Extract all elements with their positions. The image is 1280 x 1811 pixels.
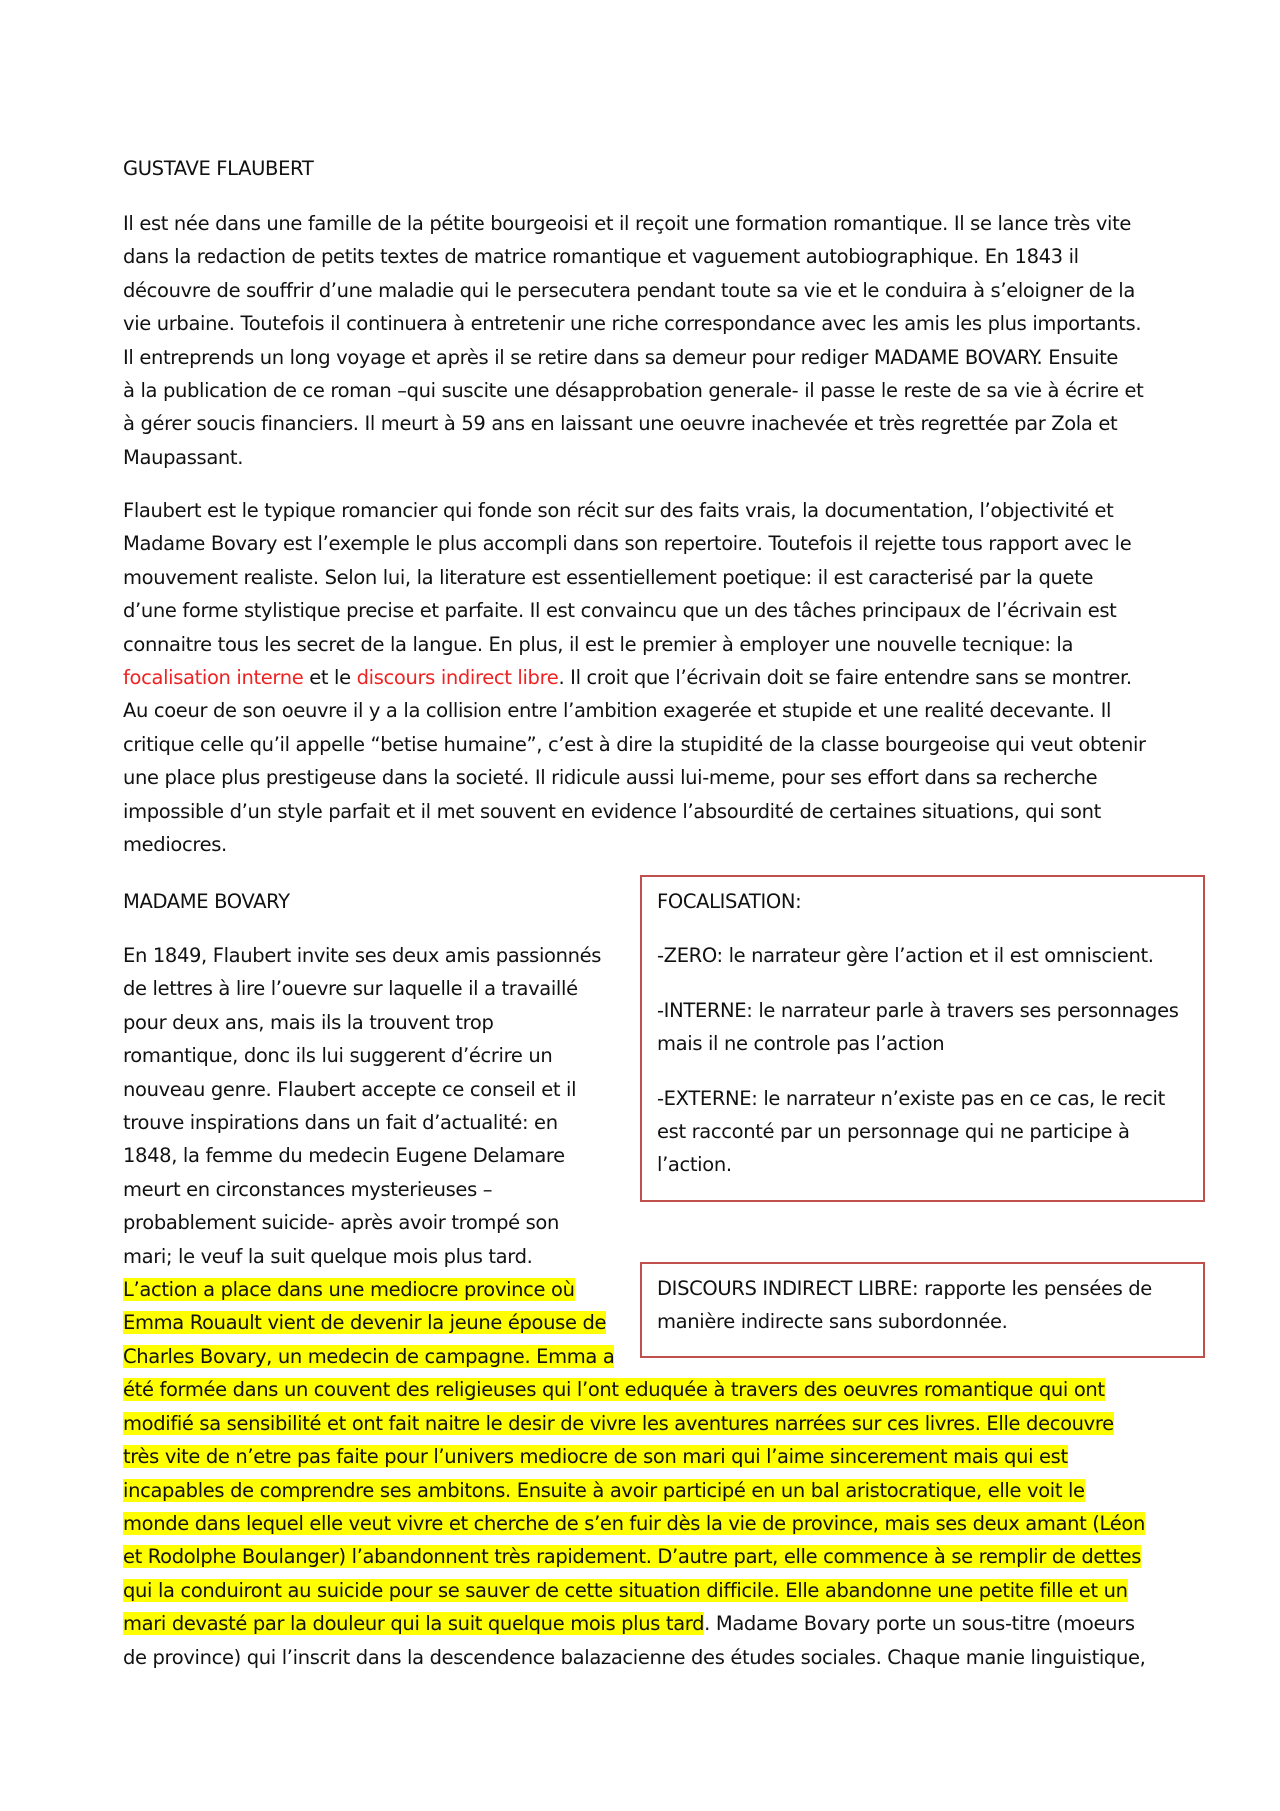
text-line: trouve inspirations dans un fait d’actualité: en bbox=[123, 1111, 558, 1135]
focalisation-interne bbox=[657, 994, 1189, 1061]
text-line: l’action. bbox=[657, 1153, 732, 1177]
text-line: Maupassant. bbox=[123, 445, 244, 469]
text-line: connaitre tous les secret de la langue. En plus, il est le premier à employer une nouvelle tecnique: la bbox=[123, 632, 1074, 656]
text-line: impossible d’un style parfait et il met souvent en evidence l’absourdité de certaines situations, qui sont bbox=[123, 799, 1101, 823]
discours-indirect-libre-box bbox=[640, 1262, 1205, 1358]
text-line: romantique, donc ils lui suggerent d’écrire un bbox=[123, 1044, 553, 1068]
red-term-discours-indirect-libre: discours indirect libre bbox=[356, 666, 559, 690]
text-line: mediocres. bbox=[123, 833, 227, 857]
focalisation-externe bbox=[657, 1082, 1189, 1182]
text-line: critique celle qu’il appelle “betise humaine”, c’est à dire la stupidité de la classe bourgeoise qui veut obtenir bbox=[123, 732, 1146, 756]
text-line: à gérer soucis financiers. Il meurt à 59 ans en laissant une oeuvre inachevée et très regrettée par Zola et bbox=[123, 412, 1118, 436]
text-line: une place plus prestigeuse dans la societé. Il ridicule aussi lui-meme, pour ses effort dans sa recherche bbox=[123, 766, 1098, 790]
highlighted-line: qui la conduiront au suicide pour se sauver de cette situation difficile. Elle abandonne une petite fille et un bbox=[123, 1578, 1128, 1602]
highlighted-line: été formée dans un couvent des religieuses qui l’ont eduquée à travers des oeuvres romantique qui ont bbox=[123, 1378, 1105, 1402]
focalisation-title: FOCALISATION: bbox=[657, 890, 802, 913]
highlighted-line: monde dans lequel elle veut vivre et cherche de s’en fuir dès la vie de province, mais ses deux amant (Léon bbox=[123, 1511, 1145, 1535]
text-line: . Madame Bovary porte un sous-titre (moeurs bbox=[704, 1612, 1135, 1636]
red-term-focalisation-interne: focalisation interne bbox=[123, 666, 304, 690]
biography-paragraph bbox=[123, 207, 1168, 474]
text-line: d’une forme stylistique precise et parfaite. Il est convaincu que un des tâches principaux de l’écrivain est bbox=[123, 599, 1117, 623]
highlighted-line: très vite de n’etre pas faite pour l’univers mediocre de son mari qui l’aime sincerement mais qui est bbox=[123, 1445, 1068, 1469]
discours-definition bbox=[657, 1272, 1189, 1339]
section-title-flaubert: GUSTAVE FLAUBERT bbox=[123, 157, 314, 180]
highlighted-line: Emma Rouault vient de devenir la jeune épouse de bbox=[123, 1311, 607, 1335]
text-line: -INTERNE: le narrateur parle à travers ses personnages bbox=[657, 998, 1179, 1022]
text-line: mari; le veuf la suit quelque mois plus tard. bbox=[123, 1244, 533, 1268]
text-line: manière indirecte sans subordonnée. bbox=[657, 1310, 1008, 1334]
text-line: de province) qui l’inscrit dans la descendence balazacienne des études sociales. Chaque manie linguistique, bbox=[123, 1645, 1146, 1669]
highlighted-line: mari devasté par la douleur qui la suit quelque mois plus tard bbox=[123, 1612, 705, 1636]
highlighted-line: Charles Bovary, un medecin de campagne. Emma a bbox=[123, 1344, 615, 1368]
text-line: à la publication de ce roman –qui suscite une désapprobation generale- il passe le reste de sa vie à écrire et bbox=[123, 379, 1144, 403]
text-line: Madame Bovary est l’exemple le plus accompli dans son repertoire. Toutefois il rejette tous rapport avec le bbox=[123, 532, 1132, 556]
connector-text: et le bbox=[303, 666, 357, 690]
text-line: mouvement realiste. Selon lui, la literature est essentiellement poetique: il est caracterisé par la quete bbox=[123, 565, 1094, 589]
text-line: Au coeur de son oeuvre il y a la collision entre l’ambition exagerée et stupide et une realité decevante. Il bbox=[123, 699, 1112, 723]
text-line: Flaubert est le typique romancier qui fonde son récit sur des faits vrais, la documentation, l’objectivité et bbox=[123, 499, 1114, 522]
text-line: est racconté par un personnage qui ne participe à bbox=[657, 1120, 1130, 1144]
text-line: pour deux ans, mais ils la trouvent trop bbox=[123, 1010, 494, 1034]
highlighted-line: L’action a place dans une mediocre province où bbox=[123, 1278, 575, 1302]
style-paragraph bbox=[123, 494, 1168, 861]
text-line: Il entreprends un long voyage et après il se retire dans sa demeur pour rediger MADAME BOVARY. Ensuite bbox=[123, 345, 1119, 369]
text-line: mais il ne controle pas l’action bbox=[657, 1032, 945, 1056]
text-line: En 1849, Flaubert invite ses deux amis passionnés bbox=[123, 944, 602, 967]
highlighted-line: modifié sa sensibilité et ont fait naitre le desir de vivre les aventures narrées sur ces livres. Elle decouvre bbox=[123, 1411, 1114, 1435]
text-line: découvre de souffrir d’une maladie qui le persecutera pendant toute sa vie et le conduira à s’eloigner de la bbox=[123, 278, 1135, 302]
text-line: nouveau genre. Flaubert accepte ce conseil et il bbox=[123, 1077, 577, 1101]
text-line: probablement suicide- après avoir trompé son bbox=[123, 1211, 560, 1235]
text-line: . Il croit que l’écrivain doit se faire entendre sans se montrer. bbox=[558, 666, 1132, 690]
text-line: de lettres à lire l’ouevre sur laquelle il a travaillé bbox=[123, 977, 578, 1001]
highlighted-line: et Rodolphe Boulanger) l’abandonnent très rapidement. D’autre part, elle commence à se remplir de dettes bbox=[123, 1545, 1142, 1569]
text-line: dans la redaction de petits textes de matrice romantique et vaguement autobiographique. En 1843 il bbox=[123, 245, 1079, 269]
highlighted-line: incapables de comprendre ses ambitons. Ensuite à avoir participé en un bal aristocratique, elle voit le bbox=[123, 1478, 1085, 1502]
focalisation-box bbox=[640, 875, 1205, 1202]
text-line: meurt en circonstances mysterieuses – bbox=[123, 1177, 493, 1201]
text-line: vie urbaine. Toutefois il continuera à entretenir une riche correspondance avec les amis les plus importants. bbox=[123, 312, 1142, 336]
text-line: 1848, la femme du medecin Eugene Delamare bbox=[123, 1144, 565, 1168]
text-line: DISCOURS INDIRECT LIBRE: rapporte les pensées de bbox=[657, 1277, 1152, 1300]
text-line: -EXTERNE: le narrateur n’existe pas en ce cas, le recit bbox=[657, 1086, 1165, 1110]
text-line: Il est née dans une famille de la pétite bourgeoisi et il reçoit une formation romantique. Il se lance très vite bbox=[123, 212, 1132, 235]
focalisation-zero: -ZERO: le narrateur gère l’action et il est omniscient. bbox=[657, 944, 1154, 968]
section-title-madame-bovary: MADAME BOVARY bbox=[123, 890, 290, 913]
